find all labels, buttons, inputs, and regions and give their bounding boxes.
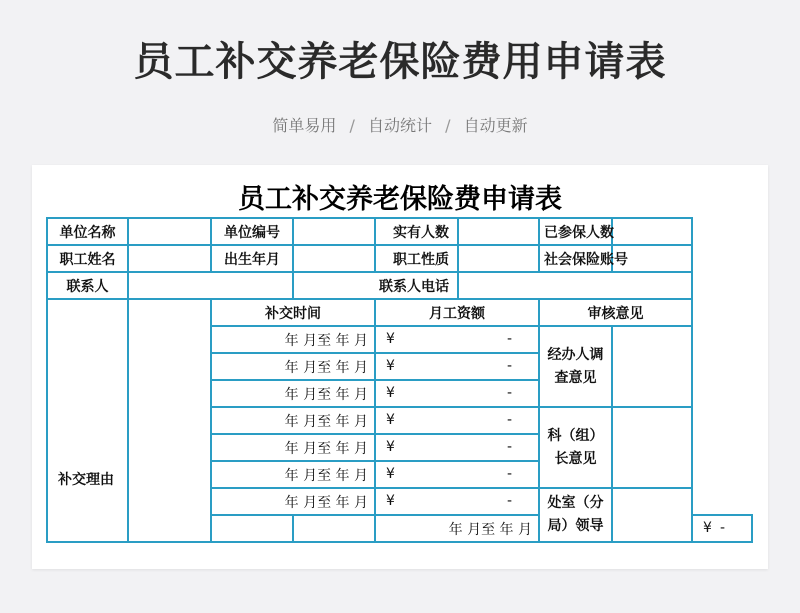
page-title: 员工补交养老保险费用申请表 <box>133 39 667 85</box>
field-birth-date[interactable] <box>293 245 375 272</box>
subtitle-item-3: 自动更新 <box>463 116 528 135</box>
amount-value: - <box>506 358 512 374</box>
label-contact-phone: 联系人电话 <box>293 272 458 299</box>
amount-value: - <box>506 466 512 482</box>
currency-symbol: ¥ <box>386 493 395 509</box>
currency-symbol: ¥ <box>386 466 395 482</box>
field-contact-phone[interactable] <box>458 272 692 299</box>
amount-value: - <box>506 331 512 347</box>
wage-cell[interactable] <box>375 461 539 488</box>
period-cell[interactable]: 年 月至 年 月 <box>211 353 375 380</box>
subtitle-separator-1: / <box>349 116 355 135</box>
page-subtitle <box>0 113 800 136</box>
field-reason-cont-2[interactable] <box>293 515 375 542</box>
label-insured-count: 已参保人数 <box>539 218 612 245</box>
field-employee-name[interactable] <box>128 245 211 272</box>
field-handler-review[interactable] <box>612 326 692 407</box>
label-social-account: 社会保险账号 <box>539 245 612 272</box>
subtitle-item-2: 自动统计 <box>367 116 432 135</box>
period-cell[interactable]: 年 月至 年 月 <box>375 515 539 542</box>
label-section-review: 科（组）长意见 <box>539 407 612 488</box>
amount-value: - <box>506 385 512 401</box>
period-cell[interactable]: 年 月至 年 月 <box>211 488 375 515</box>
wage-cell[interactable] <box>375 380 539 407</box>
wage-cell[interactable] <box>375 488 539 515</box>
subtitle-item-1: 简单易用 <box>272 116 337 135</box>
label-unit-name: 单位名称 <box>47 218 128 245</box>
label-reason: 补交理由 <box>47 299 128 542</box>
field-unit-code[interactable] <box>293 218 375 245</box>
label-employee-type: 职工性质 <box>375 245 458 272</box>
label-review: 审核意见 <box>539 299 692 326</box>
currency-symbol: ¥ <box>386 358 395 374</box>
field-contact[interactable] <box>128 272 293 299</box>
label-actual-count: 实有人数 <box>375 218 458 245</box>
period-cell[interactable]: 年 月至 年 月 <box>211 407 375 434</box>
wage-cell[interactable] <box>692 515 752 542</box>
label-handler-review: 经办人调查意见 <box>539 326 612 407</box>
field-actual-count[interactable] <box>458 218 539 245</box>
form-sheet <box>32 165 768 569</box>
form-row-period-header <box>47 299 752 326</box>
field-reason[interactable] <box>128 299 211 542</box>
label-unit-code: 单位编号 <box>211 218 293 245</box>
label-dept-review: 处室（分局）领导 <box>539 488 612 542</box>
subtitle-separator-2: / <box>445 116 451 135</box>
wage-cell[interactable] <box>375 407 539 434</box>
period-cell[interactable]: 年 月至 年 月 <box>211 434 375 461</box>
currency-symbol: ¥ <box>386 331 395 347</box>
wage-cell[interactable] <box>375 353 539 380</box>
label-birth-date: 出生年月 <box>211 245 293 272</box>
field-dept-review[interactable] <box>612 488 692 542</box>
amount-value: - <box>506 493 512 509</box>
field-unit-name[interactable] <box>128 218 211 245</box>
field-reason-cont[interactable] <box>211 515 293 542</box>
wage-cell[interactable] <box>375 326 539 353</box>
wage-cell[interactable] <box>375 434 539 461</box>
currency-symbol: ¥ <box>386 439 395 455</box>
form-title: 员工补交养老保险费申请表 <box>238 184 562 215</box>
form-row-contact <box>47 272 752 299</box>
currency-symbol: ¥ <box>703 520 712 536</box>
currency-symbol: ¥ <box>386 412 395 428</box>
form-row-unit <box>47 218 752 245</box>
application-form-table <box>46 217 753 543</box>
period-cell[interactable]: 年 月至 年 月 <box>211 380 375 407</box>
amount-value: - <box>506 439 512 455</box>
form-row-employee <box>47 245 752 272</box>
label-monthly-wage: 月工资额 <box>375 299 539 326</box>
period-cell[interactable]: 年 月至 年 月 <box>211 326 375 353</box>
currency-symbol: ¥ <box>386 385 395 401</box>
field-section-review[interactable] <box>612 407 692 488</box>
amount-value: - <box>506 412 512 428</box>
label-employee-name: 职工姓名 <box>47 245 128 272</box>
amount-value: - <box>719 520 725 536</box>
period-cell[interactable]: 年 月至 年 月 <box>211 461 375 488</box>
field-insured-count[interactable] <box>612 218 692 245</box>
label-contact: 联系人 <box>47 272 128 299</box>
field-employee-type[interactable] <box>458 245 539 272</box>
label-period: 补交时间 <box>211 299 375 326</box>
